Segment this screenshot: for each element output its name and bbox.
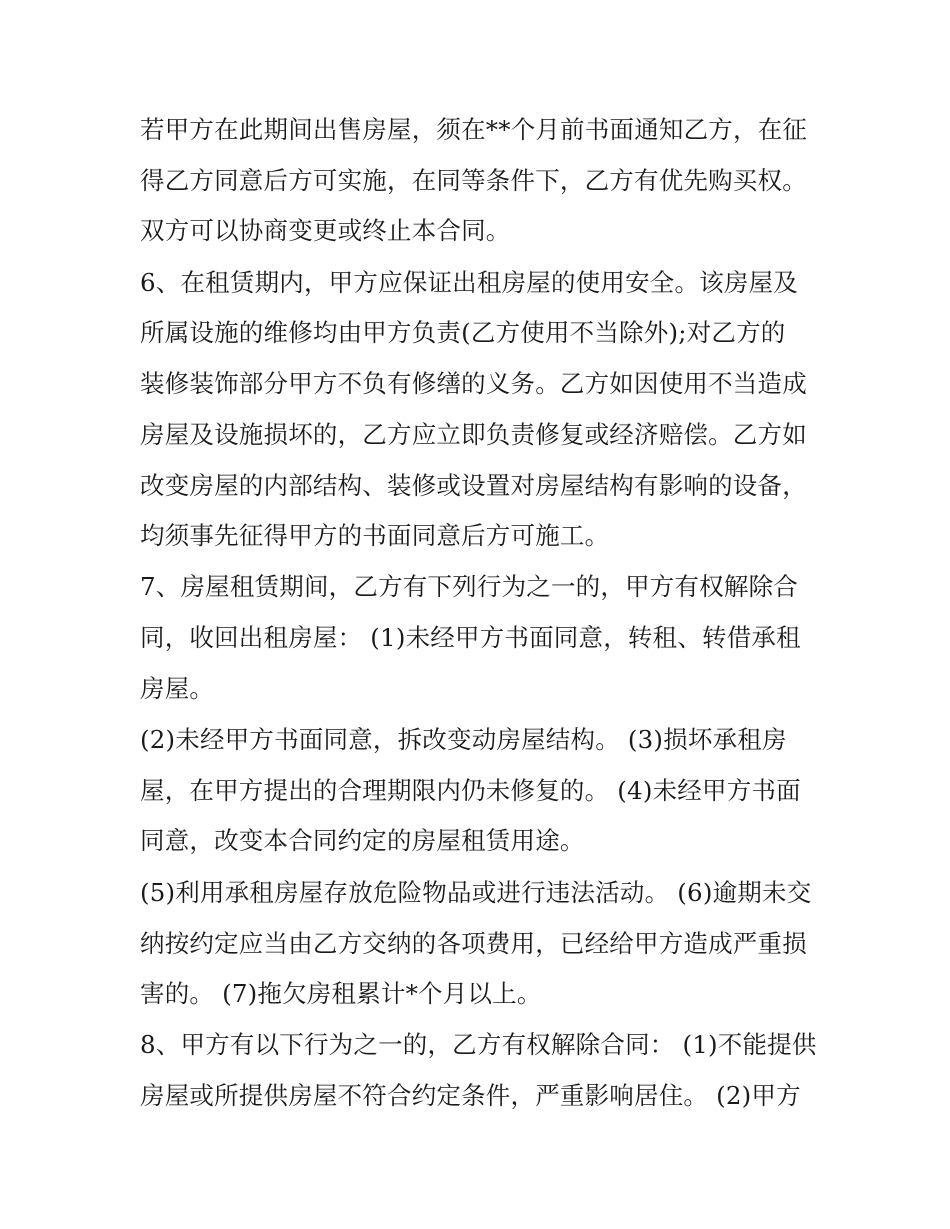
text-line-20: 房屋或所提供房屋不符合约定条件，严重影响居住。 (2)甲方 bbox=[140, 1081, 801, 1110]
text-line-7: 房屋及设施损坏的，乙方应立即负责修复或经济赔偿。乙方如 bbox=[140, 420, 807, 449]
text-line-9: 均须事先征得甲方的书面同意后方可施工。 bbox=[140, 521, 610, 550]
text-line-12: 房屋。 bbox=[140, 674, 215, 703]
text-line-3: 双方可以协商变更或终止本合同。 bbox=[140, 216, 511, 245]
text-line-2: 得乙方同意后方可实施，在同等条件下，乙方有优先购买权。 bbox=[140, 166, 807, 195]
text-line-16: (5)利用承租房屋存放危险物品或进行违法活动。 (6)逾期未交 bbox=[140, 878, 812, 907]
text-line-10: 7、房屋租赁期间，乙方有下列行为之一的，甲方有权解除合 bbox=[140, 572, 798, 601]
text-line-6: 装修装饰部分甲方不负有修缮的义务。乙方如因使用不当造成 bbox=[140, 369, 807, 398]
text-line-17: 纳按约定应当由乙方交纳的各项费用，已经给甲方造成严重损 bbox=[140, 929, 807, 958]
text-line-5: 所属设施的维修均由甲方负责(乙方使用不当除外);对乙方的 bbox=[140, 318, 786, 347]
text-line-13: (2)未经甲方书面同意，拆改变动房屋结构。 (3)损坏承租房 bbox=[140, 725, 787, 754]
text-line-8: 改变房屋的内部结构、装修或设置对房屋结构有影响的设备， bbox=[140, 471, 807, 500]
text-line-11: 同，收回出租房屋： (1)未经甲方书面同意，转租、转借承租 bbox=[140, 623, 801, 652]
text-line-14: 屋，在甲方提出的合理期限内仍未修复的。 (4)未经甲方书面 bbox=[140, 776, 801, 805]
text-line-19: 8、甲方有以下行为之一的，乙方有权解除合同： (1)不能提供 bbox=[140, 1030, 817, 1059]
text-line-15: 同意，改变本合同约定的房屋租赁用途。 bbox=[140, 826, 585, 855]
text-line-4: 6、在租赁期内，甲方应保证出租房屋的使用安全。该房屋及 bbox=[140, 268, 798, 297]
text-line-1: 若甲方在此期间出售房屋，须在**个月前书面通知乙方，在征 bbox=[140, 115, 808, 144]
text-line-18: 害的。 (7)拖欠房租累计*个月以上。 bbox=[140, 979, 542, 1008]
